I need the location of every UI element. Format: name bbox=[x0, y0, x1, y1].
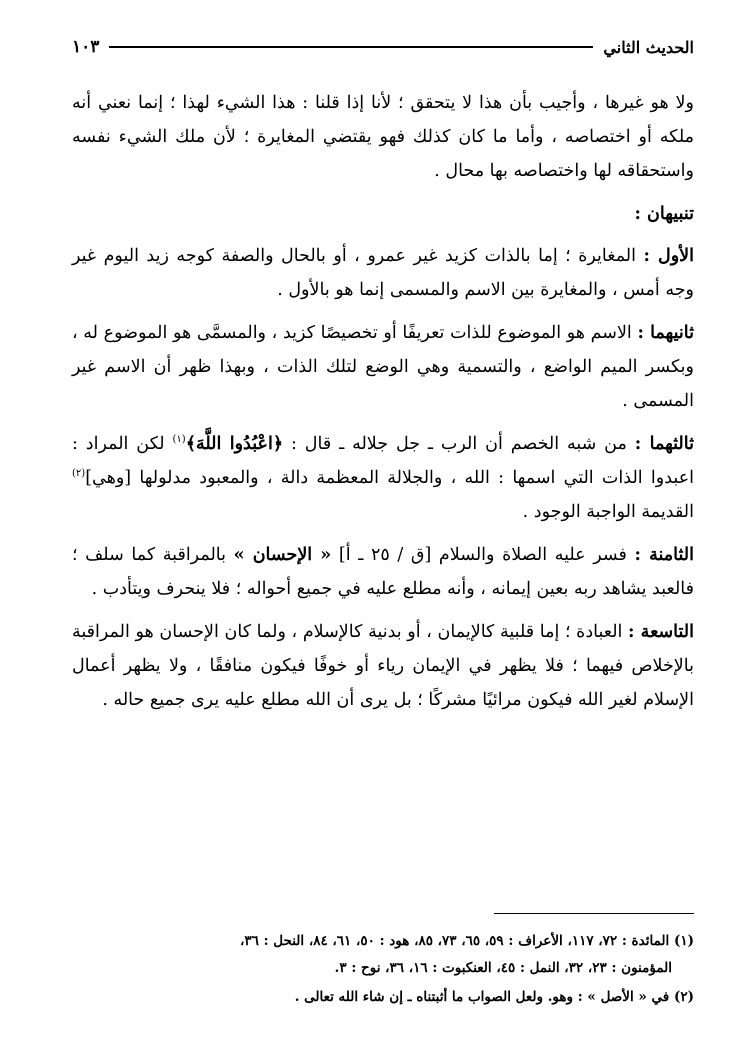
paragraph-text: فسر عليه الصلاة والسلام [ق / ٢٥ ـ أ] bbox=[338, 545, 627, 565]
paragraph-second bbox=[72, 316, 694, 418]
body-text bbox=[72, 86, 694, 726]
page-number: ١٠٣ bbox=[72, 37, 100, 57]
paragraph-lead: الأول : bbox=[643, 246, 695, 266]
footnote-1-line-2: المؤمنون : ٢٣، ٣٢، النمل : ٤٥، العنكبوت : ١٦، ٣٦، نوح : ٣. bbox=[334, 960, 672, 976]
paragraph-lead: ثالثهما : bbox=[634, 434, 694, 454]
paragraph-text: المغايرة ؛ إما بالذات كزيد غير عمرو ، أو بالحال والصفة كوجه زيد اليوم غير وجه أمس ، والمغايرة بين الاسم والمسمى إنما هو بالأول . bbox=[72, 246, 694, 300]
paragraph-lead: ثانيهما : bbox=[637, 323, 694, 343]
header-rule bbox=[109, 46, 593, 48]
paragraph-text: من شبه الخصم أن الرب ـ جل جلاله ـ قال : bbox=[290, 434, 627, 454]
footnote-ref-2[interactable]: (٢) bbox=[72, 468, 86, 480]
term-ihsan: « الإحسان » bbox=[233, 545, 332, 565]
document-page bbox=[72, 28, 694, 1038]
paragraph-ninth bbox=[72, 615, 694, 717]
footnote-separator bbox=[494, 913, 694, 914]
quranic-verse: ﴿اعْبُدُوا اللَّهَ﴾ bbox=[185, 434, 284, 454]
paragraph-eighth bbox=[72, 538, 694, 606]
section-heading: تنبيهان : bbox=[634, 204, 694, 224]
paragraph-third bbox=[72, 427, 694, 529]
footnote-1 bbox=[72, 928, 694, 982]
paragraph-text: العبادة ؛ إما قلبية كالإيمان ، أو بدنية كالإسلام ، ولما كان الإحسان هو المراقبة بالإخلاص فيهما ؛ فلا يظهر في الإيمان رياء أو خوفًا فيكون منافقًا ، ولا يظهر أعمال الإسلام لغير الله فيكون مرائيًا مشركًا ؛ بل يرى أن الله مطلع عليه يرى جميع حاله . bbox=[72, 622, 694, 710]
paragraph-text: الاسم هو الموضوع للذات تعريفًا أو تخصيصًا كزيد ، والمسمَّى هو الموضوع له ، وبكسر الميم الواضع ، والتسمية وهي الوضع لتلك الذات ، وبهذا ظهر أن الاسم غير المسمى . bbox=[72, 323, 694, 411]
paragraph-first bbox=[72, 239, 694, 307]
paragraph-lead: التاسعة : bbox=[628, 622, 694, 642]
paragraph-text: القديمة الواجبة الوجود . bbox=[522, 502, 694, 522]
footnote-1-line-1: (١) المائدة : ٧٢، ١١٧، الأعراف : ٥٩، ٦٥، ٧٣، ٨٥، هود : ٥٠، ٦١، ٨٤، النحل : ٣٦، bbox=[240, 933, 694, 949]
paragraph-lead: الثامنة : bbox=[634, 545, 694, 565]
running-header bbox=[72, 34, 694, 60]
footnote-ref-1[interactable]: (١) bbox=[172, 434, 186, 446]
footnote-2: (٢) في « الأصل » : وهو. ولعل الصواب ما أثبتناه ـ إن شاء الله تعالى . bbox=[294, 989, 694, 1005]
paragraph-text: بالمراقبة كما سلف ؛ فالعبد يشاهد ربه بعين إيمانه ، وأنه مطلع عليه في جميع أحواله ؛ فلا ينحرف ويتأدب . bbox=[72, 545, 694, 599]
intro-paragraph: ولا هو غيرها ، وأجيب بأن هذا لا يتحقق ؛ لأنا إذا قلنا : هذا الشيء لهذا ؛ إنما نعني أنه ملكه أو اختصاصه ، وأما ما كان كذلك فهو يقتضي المغايرة ؛ لأن ملك الشيء نفسه واستحقاقه لها واختصاصه بها محال . bbox=[72, 93, 694, 181]
footnotes bbox=[72, 928, 694, 1013]
running-title: الحديث الثاني bbox=[603, 37, 694, 57]
paragraph-text: لكن المراد : اعبدوا الذات التي اسمها : الله ، والجلالة المعظمة دالة ، والمعبود مدلولها [وهي] bbox=[72, 434, 694, 488]
